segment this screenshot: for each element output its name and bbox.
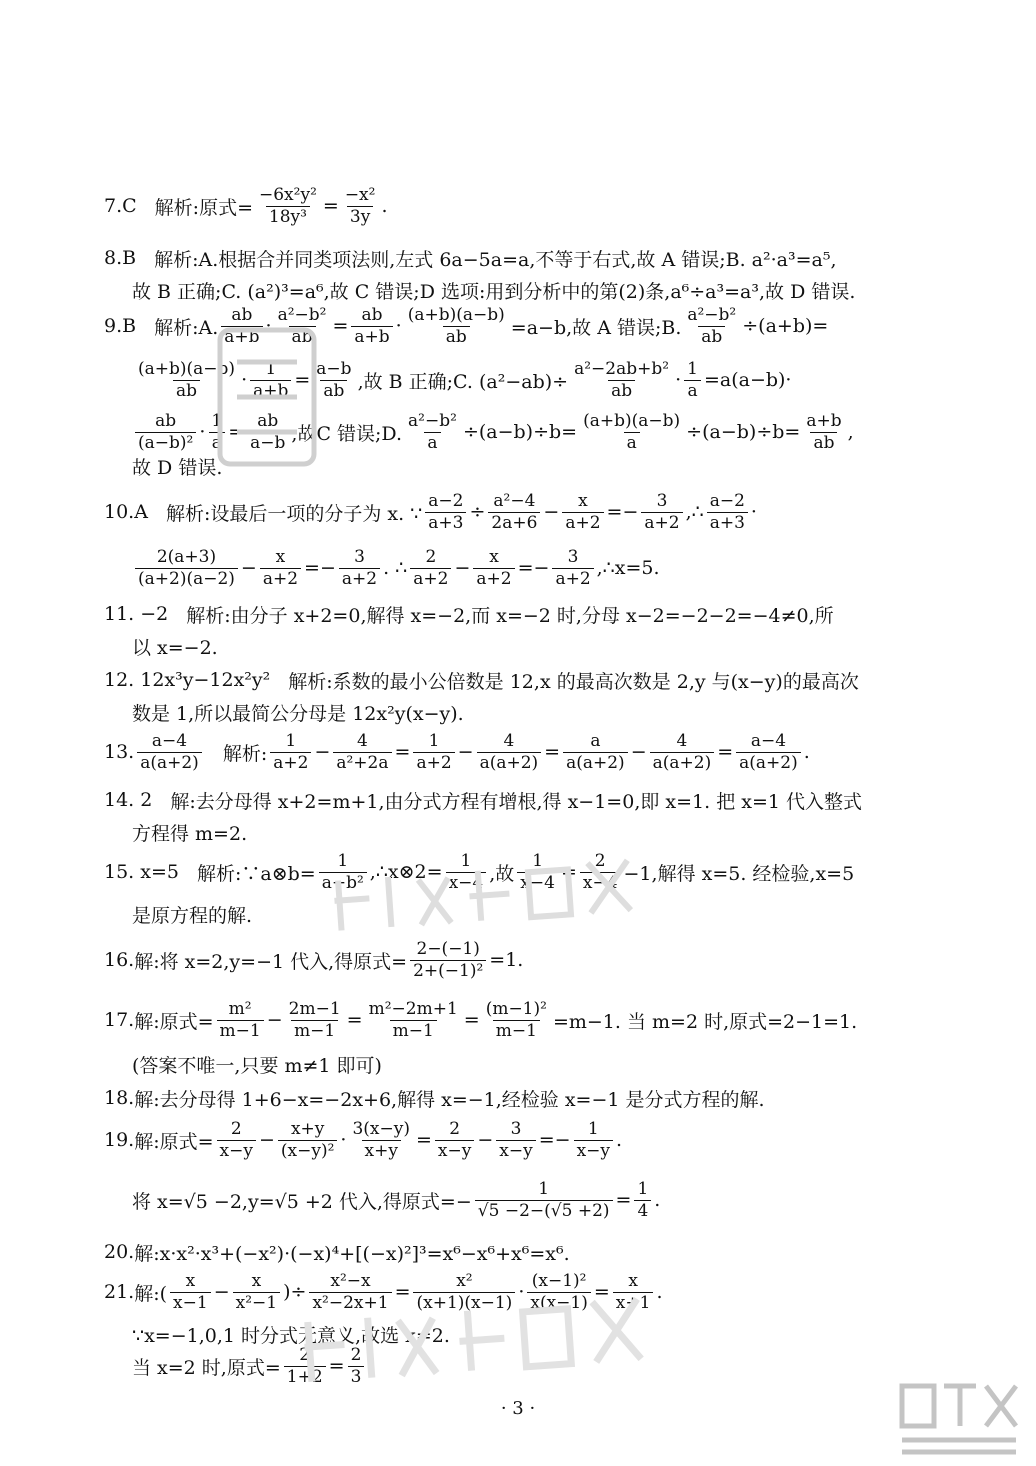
- question-number: 13.: [104, 741, 135, 763]
- question-number: 16.: [104, 949, 135, 971]
- fraction: $\frac{3(x-y)}{x+y}$: [352, 1118, 410, 1161]
- answer-9-line-3: $\frac{ab}{\text{(a−b)²}}$ · $\frac{1}{a}$ = $\frac{ab}{a-b}$ ,故C 错误;D. $\frac{\text{a²−b²}}{a}$ ÷(a−b)÷b= $\frac{(a+b)(a-b)}{a}$ ÷(a−b)÷b= $\frac{a+b}{ab}$ ,: [132, 402, 924, 462]
- fraction: $\frac{2}{a+2}$: [410, 548, 451, 588]
- fraction: $\frac{3}{a+2}$: [552, 548, 593, 588]
- fraction: $\frac{a}{a(a+2)}$: [563, 732, 628, 772]
- answer-11-line-2: [132, 628, 924, 664]
- fraction: $\frac{\text{−x²}}{3y}$: [344, 184, 376, 227]
- question-number: 21.: [104, 1281, 135, 1303]
- question-number: 15. x=5: [104, 861, 179, 883]
- question-number: 18.: [104, 1087, 135, 1109]
- fraction: $\frac{x}{a+2}$: [260, 548, 301, 588]
- answer-text: 解:去分母得 1+6−x=−2x+6,解得 x=−1,经检验 x=−1 是分式方程的解.: [134, 1088, 765, 1111]
- answer-text: 以 x=−2.: [132, 636, 218, 659]
- fraction: $\frac{\text{m²−2m+1}}{m-1}$: [368, 998, 458, 1041]
- question-number: 17.: [104, 1009, 135, 1031]
- fraction: $\frac{a-2}{a+3}$: [425, 492, 466, 532]
- answer-9-line-2: $\frac{(a+b)(a-b)}{ab}$ · $\frac{1}{a+b}$ = $\frac{a-b}{ab}$ ,故 B 正确;C. (a²−ab)÷ $\frac{\text{a²−2ab+b²}}{ab}$ · $\frac{1}{a}$ =a(a−b)·: [132, 350, 924, 410]
- fraction: $\frac{\text{a²−b²}}{ab}$: [687, 304, 737, 347]
- answer-12-line-1: [104, 662, 924, 698]
- fraction: $\frac{2-(-1)}{\text{2+(−1)²}}$: [410, 940, 486, 980]
- answer-10-line-1: 10.A 解析:设最后一项的分子为 x. ∵ $\frac{a-2}{a+3}$ ÷ $\frac{\text{a²−4}}{2a+6}$ − $\frac{x}{a+2}$ =− $\frac{3}{a+2}$ ,∴ $\frac{a-2}{a+3}$ ·: [104, 490, 757, 533]
- fraction: $\frac{(a+b)(a-b)}{ab}$: [138, 358, 236, 401]
- answer-text: ∵x=−1,0,1 时分式无意义,故选 x=2.: [132, 1324, 450, 1347]
- fraction: $\frac{1}{a+b}$: [250, 360, 291, 400]
- fraction: $\frac{3}{a+2}$: [339, 548, 380, 588]
- question-number: 19.: [104, 1129, 135, 1151]
- answer-10-line-2: $\frac{2(a+3)}{(a+2)(a-2)}$ − $\frac{x}{a+2}$ =− $\frac{3}{a+2}$ . ∴ $\frac{2}{a+2}$ − $\frac{x}{a+2}$ =− $\frac{3}{a+2}$ ,∴x=5.: [132, 538, 924, 598]
- fraction: $\frac{a-b}{ab}$: [316, 358, 352, 401]
- fraction: $\frac{2}{x-y}$: [435, 1120, 474, 1160]
- fraction: $\frac{a-4}{a(a+2)}$: [137, 732, 202, 772]
- fraction: $\frac{3}{a+2}$: [641, 492, 682, 532]
- fraction: $\frac{x}{\text{x²−1}}$: [233, 1272, 280, 1312]
- fraction: $\frac{x}{x-1}$: [170, 1272, 211, 1312]
- answer-14-line-1: [104, 782, 924, 818]
- question-number: 12. 12x³y−12x²y²: [104, 669, 271, 691]
- fraction: $\frac{1}{√5 -2-(√5 +2)}$: [475, 1180, 613, 1220]
- watermark-icon: [212, 322, 322, 472]
- answer-19-line-2: 将 x=√5 −2,y=√5 +2 代入,得原式=− $\frac{1}{√5 -2-(√5 +2)}$ = $\frac{1}{4}$ .: [132, 1178, 661, 1221]
- answer-8-line-1: [104, 240, 924, 276]
- fraction: $\frac{4}{\text{a²+2a}}$: [333, 732, 391, 772]
- fraction: $\frac{ab}{\text{(a−b)²}}$: [135, 412, 196, 452]
- answer-11-line-1: [104, 596, 924, 632]
- answer-7: 7.C 解析:原式= $\frac{\text{−6x²y²}}{\text{18y³}}$ = $\frac{\text{−x²}}{3y}$ .: [104, 184, 388, 227]
- fraction: $\frac{1}{a+2}$: [270, 732, 311, 772]
- fraction: $\frac{ab}{a-b}$: [247, 412, 288, 452]
- question-number: 7.C: [104, 195, 137, 217]
- answer-text: (答案不唯一,只要 m≠1 即可): [132, 1054, 382, 1077]
- question-number: 20.: [104, 1241, 135, 1263]
- answer-text: 故 B 正确;C. (a²)³=a⁶,故 C 错误;D 选项:用到分析中的第(2)条,a⁶÷a³=a³,故 D 错误.: [132, 280, 856, 303]
- fraction: $\frac{a-4}{a(a+2)}$: [736, 732, 801, 772]
- fraction: $\frac{a-2}{a+3}$: [707, 492, 748, 532]
- fraction: $\frac{4}{a(a+2)}$: [650, 732, 715, 772]
- question-number: 11. −2: [104, 603, 169, 625]
- answer-19-line-1: 19. 解:原式= $\frac{2}{x-y}$ − $\frac{x+y}{\text{(x−y)²}}$ · $\frac{3(x-y)}{x+y}$ = $\frac{2}{x-y}$ − $\frac{3}{x-y}$ =− $\frac{1}{x-y}$ .: [104, 1118, 623, 1161]
- answer-text: 故 D 错误.: [132, 456, 223, 479]
- fraction: $\frac{\text{(m−1)²}}{m-1}$: [485, 998, 547, 1041]
- fraction: $\frac{2}{x-y}$: [217, 1120, 256, 1160]
- fraction: $\frac{1}{\text{a−b²}}$: [319, 852, 367, 892]
- page-number: · 3 ·: [500, 1398, 536, 1419]
- fraction: $\frac{2}{x-4}$: [580, 852, 621, 892]
- answer-text: 解:x·x²·x³+(−x²)·(−x)⁴+[(−x)²]³=x⁶−x⁶+x⁶=x⁶.: [134, 1242, 570, 1265]
- answer-16: 16. 解:将 x=2,y=−1 代入,得原式= $\frac{2-(-1)}{\text{2+(−1)²}}$ =1.: [104, 938, 524, 981]
- question-number: 9.B: [104, 315, 137, 337]
- fraction: $\frac{\text{m²}}{m-1}$: [217, 1000, 264, 1040]
- fraction: $\frac{1}{a+2}$: [413, 732, 454, 772]
- fraction: $\frac{1}{a}$: [208, 412, 225, 452]
- answer-text: 解:去分母得 x+2=m+1,由分式方程有增根,得 x−1=0,即 x=1. 把 x=1 代入整式: [170, 790, 863, 813]
- answer-17-line-1: 17. 解:原式= $\frac{\text{m²}}{m-1}$ − $\frac{2m-1}{m-1}$ = $\frac{\text{m²−2m+1}}{m-1}$ = $\frac{\text{(m−1)²}}{m-1}$ =m−1. 当 m=2 时,原式=2−1=1.: [104, 998, 858, 1041]
- answer-21-line-1: 21. 解:( $\frac{x}{x-1}$ − $\frac{x}{\text{x²−1}}$ )÷ $\frac{\text{x²−x}}{\text{x²−2x+1}}$ = $\frac{\text{x²}}{(x+1)(x-1)}$ · $\frac{\text{(x−1)²}}{x(x-1)}$ = $\frac{x}{x+1}$ .: [104, 1270, 663, 1313]
- fraction: $\frac{1}{x-4}$: [446, 852, 487, 892]
- answer-15-line-1: 15. x=5 解析:∵a⊗b= $\frac{1}{\text{a−b²}}$ ,∴x⊗2= $\frac{1}{x-4}$ ,故 $\frac{1}{x-4}$ = $\frac{2}{x-4}$ −1,解得 x=5. 经检验,x=5: [104, 850, 855, 893]
- fraction: $\frac{x}{a+2}$: [473, 548, 514, 588]
- answer-9-line-1: 9.B 解析:A. $\frac{ab}{a+b}$ · $\frac{\text{a²−b²}}{ab}$ = $\frac{ab}{a+b}$ · $\frac{(a+b)(a-b)}{ab}$ =a−b,故 A 错误;B. $\frac{\text{a²−b²}}{ab}$ ÷(a+b)=: [104, 304, 829, 347]
- fraction: $\frac{2}{3}$: [348, 1346, 365, 1386]
- answer-text: 数是 1,所以最简公分母是 12x²y(x−y).: [132, 702, 464, 725]
- fraction: $\frac{x}{a+2}$: [562, 492, 603, 532]
- fraction: $\frac{2(a+3)}{(a+2)(a-2)}$: [135, 548, 238, 588]
- fraction: $\frac{1}{x-y}$: [574, 1120, 613, 1160]
- fraction: $\frac{2}{1+2}$: [284, 1346, 326, 1386]
- fraction: $\frac{4}{a(a+2)}$: [477, 732, 542, 772]
- fraction: $\frac{\text{−6x²y²}}{\text{18y³}}$: [259, 184, 317, 227]
- fraction: $\frac{1}{4}$: [634, 1180, 651, 1220]
- fraction: $\frac{1}{a}$: [684, 360, 701, 400]
- fraction: $\frac{\text{a²−b²}}{ab}$: [277, 304, 327, 347]
- fraction: $\frac{2m-1}{m-1}$: [288, 998, 341, 1041]
- answer-text: 解析:A.根据合并同类项法则,左式 6a−5a=a,不等于右式,故 A 错误;B. a²·a³=a⁵,: [154, 248, 837, 271]
- answer-17-line-2: [132, 1046, 924, 1082]
- fraction: $\frac{(a+b)(a-b)}{a}$: [583, 410, 681, 453]
- answer-text: 是原方程的解.: [132, 904, 253, 927]
- question-number: 14. 2: [104, 789, 153, 811]
- answer-21-line-3: 当 x=2 时,原式= $\frac{2}{1+2}$ = $\frac{2}{3}$ .: [132, 1344, 374, 1387]
- fraction: $\frac{1}{x-4}$: [517, 852, 558, 892]
- question-number: 10.A: [104, 501, 148, 523]
- fraction: $\frac{x+y}{\text{(x−y)²}}$: [278, 1120, 338, 1160]
- answer-13: 13. $\frac{a-4}{a(a+2)}$ 解析: $\frac{1}{a+2}$ − $\frac{4}{\text{a²+2a}}$ = $\frac{1}{a+2}$ − $\frac{4}{a(a+2)}$ = $\frac{a}{a(a+2)}$ − $\frac{4}{a(a+2)}$ = $\frac{a-4}{a(a+2)}$ .: [104, 730, 810, 773]
- fraction: $\frac{ab}{a+b}$: [221, 306, 262, 346]
- fraction: $\frac{3}{x-y}$: [496, 1120, 535, 1160]
- fraction: $\frac{\text{x²}}{(x+1)(x-1)}$: [413, 1272, 515, 1312]
- fraction: $\frac{\text{a²−b²}}{a}$: [408, 410, 457, 453]
- fraction: $\frac{x}{x+1}$: [613, 1272, 654, 1312]
- fraction: $\frac{ab}{a+b}$: [351, 306, 392, 346]
- answer-text: 解析:系数的最小公倍数是 12,x 的最高次数是 2,y 与(x−y)的最高次: [288, 670, 859, 693]
- answer-text: 方程得 m=2.: [132, 822, 248, 845]
- fraction: $\frac{\text{a²−4}}{2a+6}$: [488, 492, 540, 532]
- question-number: 8.B: [104, 247, 137, 269]
- answer-text: 解析:由分子 x+2=0,解得 x=−2,而 x=−2 时,分母 x−2=−2−2=−4≠0,所: [186, 604, 834, 627]
- fraction: $\frac{\text{x²−x}}{\text{x²−2x+1}}$: [309, 1272, 391, 1312]
- fraction: $\frac{a+b}{ab}$: [806, 410, 842, 453]
- fraction: $\frac{(a+b)(a-b)}{ab}$: [407, 304, 505, 347]
- fraction: $\frac{\text{a²−2ab+b²}}{ab}$: [574, 358, 670, 401]
- site-logo-icon: [894, 1378, 1024, 1458]
- answer-text: 解析:原式=: [154, 196, 253, 219]
- fraction: $\frac{\text{(x−1)²}}{x(x-1)}$: [527, 1272, 591, 1312]
